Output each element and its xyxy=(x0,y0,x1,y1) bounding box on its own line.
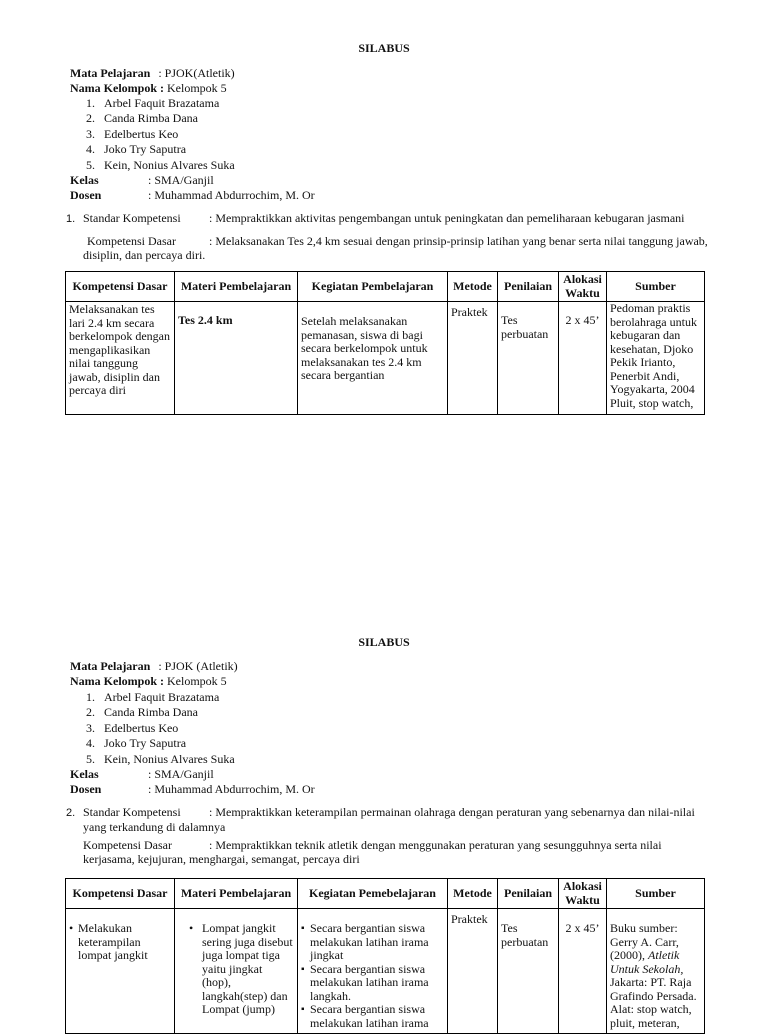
header-alokasi: Alokasi Waktu xyxy=(559,879,607,909)
page2-kompetensi-dasar: Kompetensi Dasar : Mempraktikkan teknik atletik dengan menggunakan peraturan yang sesungguhnya serta nilai kerjasama, kejujuran, menghargai, semangat, percaya diri xyxy=(83,838,662,866)
mata-pelajaran-value: : PJOK(Atletik) xyxy=(158,66,235,80)
cell-kompetensi: Melaksanakan tes lari 2.4 km secara berkelompok dengan mengaplikasikan nilai tanggung jawab, disiplin dan percaya diri xyxy=(66,302,175,415)
member-item: 4. Joko Try Saputra xyxy=(86,142,187,157)
page1-nama-kelompok xyxy=(70,81,227,96)
nama-kelompok-label: Nama Kelompok : xyxy=(70,674,164,688)
member-item: 3. Edelbertus Keo xyxy=(86,126,179,141)
page2-standar-kompetensi: 2. Standar Kompetensi : Mempraktikkan keterampilan permainan olahraga dengan peraturan yang sebenarnya dan nilai-nilai yang terkandung di dalamnya xyxy=(66,805,695,834)
page2-kelas xyxy=(70,767,214,782)
header-alokasi: Alokasi Waktu xyxy=(559,272,607,302)
dosen-label: Dosen xyxy=(70,782,102,796)
page1-kompetensi-dasar: Kompetensi Dasar : Melaksanakan Tes 2,4 km sesuai dengan prinsip-prinsip latihan yang benar serta nilai tanggung jawab, disiplin, dan percaya diri. xyxy=(83,234,708,262)
list-item: • Lompat jangkit sering juga disebut juga lompat tiga yaitu jingkat (hop), langkah(step) dan Lompat (jump) xyxy=(189,922,294,1017)
table-header-row xyxy=(66,879,705,909)
header-materi: Materi Pembelajaran xyxy=(175,879,298,909)
cell-alokasi: 2 x 45’ xyxy=(559,909,607,1034)
member-item: 3. Edelbertus Keo xyxy=(86,720,179,735)
cell-materi: Tes 2.4 km xyxy=(175,302,298,415)
kelas-label: Kelas xyxy=(70,173,99,187)
cell-alokasi: 2 x 45’ xyxy=(559,302,607,415)
page2-title: SILABUS xyxy=(358,635,410,649)
header-penilaian: Penilaian xyxy=(498,272,559,302)
dosen-value: : Muhammad Abdurrochim, M. Or xyxy=(148,188,315,202)
table-row xyxy=(66,909,705,1034)
cell-sumber: Buku sumber: Gerry A. Carr, (2000), Atletik Untuk Sekolah, Jakarta: PT. Raja Grafindo Persada. Alat: stop watch, pluit, meteran, xyxy=(607,909,705,1034)
list-item: ▪ Secara bergantian siswa melakukan latihan irama langkah. xyxy=(301,963,444,1004)
header-kompetensi-dasar: Kompetensi Dasar xyxy=(66,879,175,909)
mata-pelajaran-value: : PJOK (Atletik) xyxy=(158,659,238,673)
page2-member-list xyxy=(86,690,235,767)
dosen-value: : Muhammad Abdurrochim, M. Or xyxy=(148,782,315,796)
kelas-value: : SMA/Ganjil xyxy=(148,767,214,781)
list-item: ▪ Secara bergantian siswa melakukan latihan irama xyxy=(301,1003,444,1030)
page1-dosen xyxy=(70,188,315,203)
nama-kelompok-label: Nama Kelompok : xyxy=(70,81,164,95)
header-metode: Metode xyxy=(448,879,498,909)
cell-penilaian: Tes perbuatan xyxy=(498,302,559,415)
cell-kegiatan xyxy=(298,909,448,1034)
page2-mata-pelajaran xyxy=(70,659,238,674)
list-item: ▪ Secara bergantian siswa melakukan latihan irama jingkat xyxy=(301,922,444,963)
page1-kelas xyxy=(70,173,214,188)
page2-dosen xyxy=(70,782,315,797)
page1-mata-pelajaran xyxy=(70,66,235,81)
nama-kelompok-value: Kelompok 5 xyxy=(164,674,227,688)
cell-materi xyxy=(175,909,298,1034)
page1-title: SILABUS xyxy=(358,41,410,55)
header-kegiatan: Kegiatan Pemebelajaran xyxy=(298,879,448,909)
list-item: • Melakukan keterampilan lompat jangkit xyxy=(69,922,171,963)
page1-syllabus-table xyxy=(65,271,705,415)
mata-pelajaran-label: Mata Pelajaran xyxy=(70,659,151,673)
member-item: 1. Arbel Faquit Brazatama xyxy=(86,690,220,704)
header-metode: Metode xyxy=(448,272,498,302)
member-item: 2. Canda Rimba Dana xyxy=(86,111,198,126)
header-kompetensi-dasar: Kompetensi Dasar xyxy=(66,272,175,302)
table-row xyxy=(66,302,705,415)
header-penilaian: Penilaian xyxy=(498,879,559,909)
member-item: 2. Canda Rimba Dana xyxy=(86,705,198,720)
header-sumber: Sumber xyxy=(607,272,705,302)
page1-standar-kompetensi: 1. Standar Kompetensi : Mempraktikkan aktivitas pengembangan untuk peningkatan dan pemeliharaan kebugaran jasmani xyxy=(66,211,685,225)
kelas-label: Kelas xyxy=(70,767,99,781)
table-header-row xyxy=(66,272,705,302)
dosen-label: Dosen xyxy=(70,188,102,202)
mata-pelajaran-label: Mata Pelajaran xyxy=(70,66,151,80)
page2-nama-kelompok xyxy=(70,674,227,689)
member-item: 4. Joko Try Saputra xyxy=(86,736,187,751)
header-materi: Materi Pembelajaran xyxy=(175,272,298,302)
cell-kegiatan: Setelah melaksanakan pemanasan, siswa di bagi secara berkelompok untuk melaksanakan tes 2.4 km secara bergantian xyxy=(298,302,448,415)
kelas-value: : SMA/Ganjil xyxy=(148,173,214,187)
nama-kelompok-value: Kelompok 5 xyxy=(164,81,227,95)
cell-sumber: Pedoman praktis berolahraga untuk kebugaran dan kesehatan, Djoko Pekik Irianto, Penerbit Andi, Yogyakarta, 2004 Pluit, stop watch, xyxy=(607,302,705,415)
member-item: 1. Arbel Faquit Brazatama xyxy=(86,96,220,110)
header-sumber: Sumber xyxy=(607,879,705,909)
page1-member-list xyxy=(86,96,235,173)
cell-kompetensi xyxy=(66,909,175,1034)
member-item: 5. Kein, Nonius Alvares Suka xyxy=(86,751,235,766)
cell-penilaian: Tes perbuatan xyxy=(498,909,559,1034)
header-kegiatan: Kegiatan Pembelajaran xyxy=(298,272,448,302)
cell-metode: Praktek xyxy=(448,909,498,1034)
cell-metode: Praktek xyxy=(448,302,498,415)
member-item: 5. Kein, Nonius Alvares Suka xyxy=(86,157,235,172)
page2-syllabus-table xyxy=(65,878,705,1034)
